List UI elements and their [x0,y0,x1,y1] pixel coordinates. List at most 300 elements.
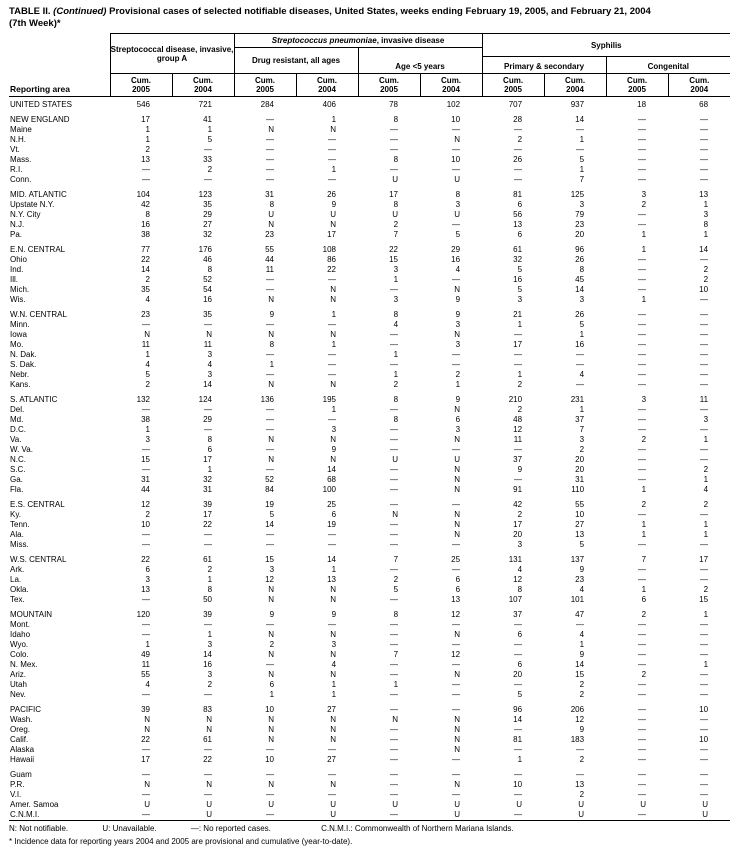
value-cell: 25 [327,500,337,509]
value-cell: — [638,705,647,714]
reporting-area-cell: Ala. [10,530,24,539]
value-cell: N [144,780,150,789]
value-cell: 5 [145,370,150,379]
reporting-area-cell: S. ATLANTIC [10,395,58,404]
value-cell: — [142,595,150,604]
table-row [9,405,730,415]
value-cell: 49 [141,650,150,659]
value-cell: 9 [331,610,337,619]
value-cell: 137 [570,555,585,564]
value-cell: 7 [579,425,585,434]
value-cell: 55 [265,245,275,254]
value-cell: — [700,565,709,574]
value-cell: — [700,745,709,754]
value-cell: 5 [579,320,585,329]
value-cell: 1 [331,115,337,124]
value-cell: — [390,145,399,154]
value-cell: 2 [207,165,213,174]
value-cell: N [268,650,275,659]
value-cell: — [266,745,275,754]
reporting-area-cell: Amer. Samoa [10,800,59,809]
value-cell: 3 [517,295,523,304]
value-cell: 1 [517,370,523,379]
value-cell: N [268,780,275,789]
pneumoniae-species-italic: Streptococcus pneumoniae [271,36,377,45]
value-cell: 23 [141,310,150,319]
value-cell: 20 [575,230,585,239]
value-cell: 110 [571,485,585,494]
value-cell: U [330,210,337,219]
table-row [9,495,730,510]
value-cell: — [638,790,647,799]
value-cell: 32 [203,475,213,484]
value-cell: 6 [207,445,213,454]
value-cell: U [702,800,709,809]
value-cell: — [204,620,213,629]
value-cell: 17 [513,340,523,349]
value-cell: 84 [265,485,275,494]
value-cell: 6 [455,585,461,594]
value-cell: 96 [513,705,523,714]
value-cell: — [700,575,709,584]
value-cell: 1 [703,660,709,669]
value-cell: 3 [207,350,213,359]
value-cell: 7 [579,175,585,184]
value-cell: — [638,310,647,319]
value-cell: N [330,125,337,134]
value-cell: — [700,405,709,414]
value-cell: 27 [327,755,337,764]
value-cell: 13 [141,155,150,164]
value-cell: 11 [265,265,275,274]
value-cell: — [514,745,523,754]
reporting-area-cell: Wash. [10,715,33,724]
value-cell: — [266,425,275,434]
value-cell: N [454,530,461,539]
value-cell: N [330,285,337,294]
reporting-area-cell: Pa. [10,230,23,239]
value-cell: U [268,210,275,219]
value-cell: 29 [203,415,213,424]
table-row [9,360,730,370]
value-cell: 9 [331,200,337,209]
value-cell: — [452,770,461,779]
value-cell: 14 [327,555,337,564]
value-cell: 3 [703,210,709,219]
value-cell: N [330,435,337,444]
value-cell: 14 [203,650,213,659]
value-cell: N [144,715,150,724]
value-cell: — [638,810,647,819]
value-cell: 78 [389,100,399,109]
value-cell: — [390,165,399,174]
value-cell: — [514,650,523,659]
table-row [9,735,730,745]
value-cell: U [578,800,585,809]
value-cell: 54 [203,285,213,294]
value-cell: 8 [517,585,523,594]
value-cell: — [142,810,150,819]
value-cell: — [328,745,337,754]
value-cell: 4 [455,265,461,274]
table-row [9,220,730,230]
table-row [9,200,730,210]
value-cell: — [204,425,213,434]
value-cell: 31 [203,485,213,494]
reporting-area-cell: Nebr. [10,370,30,379]
value-cell: — [328,790,337,799]
value-cell: — [700,295,709,304]
value-cell: 3 [641,190,647,199]
table-row [9,575,730,585]
reporting-area-cell: Fla. [10,485,24,494]
value-cell: N [268,595,275,604]
value-cell: 1 [145,125,150,134]
value-cell: — [142,165,150,174]
value-cell: N [454,745,461,754]
value-cell: — [700,650,709,659]
value-cell: — [142,320,150,329]
value-cell: 5 [517,690,523,699]
value-cell: 6 [517,630,523,639]
value-cell: 2 [641,435,647,444]
value-cell: — [700,135,709,144]
value-cell: — [700,310,709,319]
value-cell: — [700,770,709,779]
table-row [9,455,730,465]
value-cell: 8 [393,415,399,424]
value-cell: 13 [141,585,150,594]
value-cell: 86 [327,255,337,264]
value-cell: 1 [393,275,399,284]
value-cell: 10 [699,735,709,744]
value-cell: 39 [203,500,213,509]
value-cell: 183 [570,735,585,744]
value-cell: — [576,145,585,154]
value-cell: N [330,650,337,659]
table-row [9,275,730,285]
value-cell: — [514,165,523,174]
table-row [9,295,730,305]
value-cell: 14 [699,245,709,254]
reporting-area-cell: Idaho [10,630,31,639]
value-cell: — [638,465,647,474]
value-cell: 16 [203,660,213,669]
footnote-legend [9,824,730,834]
value-cell: 79 [575,210,585,219]
reporting-area-cell: Utah [10,680,27,689]
table-row [9,175,730,185]
value-cell: 4 [145,360,150,369]
table-row [9,285,730,295]
value-cell: 8 [393,115,399,124]
value-cell: — [700,360,709,369]
value-cell: — [700,330,709,339]
value-cell: 21 [513,310,523,319]
value-cell: 47 [575,610,585,619]
value-cell: — [638,445,647,454]
value-cell: 8 [145,210,150,219]
value-cell: N [454,670,461,679]
value-cell: 41 [203,115,213,124]
value-cell: 1 [579,135,585,144]
value-cell: — [576,620,585,629]
value-cell: 91 [513,485,523,494]
reporting-area-cell: Del. [10,405,25,414]
value-cell: 2 [269,640,275,649]
value-cell: — [638,125,647,134]
value-cell: 1 [207,575,213,584]
value-cell: — [638,650,647,659]
value-cell: 3 [269,565,275,574]
table-row [9,230,730,240]
value-cell: — [266,790,275,799]
value-cell: — [638,640,647,649]
value-cell: — [142,770,150,779]
table-row [9,640,730,650]
value-cell: — [266,770,275,779]
value-cell: 22 [141,735,150,744]
value-cell: U [392,210,399,219]
reporting-area-cell: N.C. [10,455,26,464]
col-header-strep-a-cum-2005: Cum. 2005 [110,74,172,97]
value-cell: — [452,145,461,154]
value-cell: — [328,135,337,144]
value-cell: N [268,725,275,734]
value-cell: 9 [269,610,275,619]
value-cell: 10 [265,755,275,764]
table-header [9,34,730,97]
value-cell: — [514,175,523,184]
value-cell: — [142,540,150,549]
reporting-area-cell: Mo. [10,340,24,349]
value-cell: 9 [579,565,585,574]
value-cell: — [266,135,275,144]
value-cell: — [390,745,399,754]
value-cell: — [204,145,213,154]
value-cell: — [576,380,585,389]
table-title-number: TABLE II. [9,6,51,17]
value-cell: 1 [703,610,709,619]
value-cell: U [206,810,213,819]
value-cell: 2 [393,380,399,389]
value-cell: 68 [699,100,709,109]
value-cell: 5 [269,510,275,519]
value-cell: 6 [517,230,523,239]
value-cell: 2 [641,610,647,619]
value-cell: 35 [203,310,213,319]
value-cell: — [638,415,647,424]
value-cell: — [266,660,275,669]
value-cell: 14 [513,715,523,724]
value-cell: N [268,125,275,134]
value-cell: 37 [575,415,585,424]
value-cell: — [390,125,399,134]
value-cell: — [452,350,461,359]
value-cell: 1 [331,680,337,689]
value-cell: 2 [145,380,150,389]
value-cell: — [390,690,399,699]
value-cell: 1 [145,135,150,144]
value-cell: 9 [579,650,585,659]
value-cell: N [454,485,461,494]
value-cell: — [390,770,399,779]
value-cell: — [638,350,647,359]
value-cell: 4 [579,370,585,379]
table-row [9,125,730,135]
value-cell: 16 [513,275,523,284]
value-cell: 8 [393,610,399,619]
value-cell: 14 [141,265,150,274]
value-cell: — [514,640,523,649]
value-cell: 4 [579,630,585,639]
value-cell: 8 [207,585,213,594]
value-cell: 13 [327,575,337,584]
value-cell: 1 [145,425,150,434]
footnote-no-reported-cases: —: No reported cases. [190,824,271,833]
value-cell: — [328,370,337,379]
value-cell: 83 [203,705,213,714]
value-cell: 8 [269,200,275,209]
value-cell: — [638,145,647,154]
value-cell: 1 [455,380,461,389]
table-row [9,680,730,690]
value-cell: — [390,330,399,339]
value-cell: — [700,145,709,154]
notifiable-diseases-table [9,33,730,821]
value-cell: — [452,790,461,799]
reporting-area-cell: Guam [10,770,32,779]
reporting-area-header: Reporting area [9,34,110,97]
col-subgroup-age-under5: Age <5 years [358,48,482,74]
value-cell: 17 [141,755,150,764]
table-row [9,145,730,155]
value-cell: — [266,415,275,424]
value-cell: 1 [641,245,647,254]
value-cell: 31 [141,475,150,484]
value-cell: 8 [393,200,399,209]
value-cell: 1 [641,230,647,239]
value-cell: 10 [451,155,461,164]
footnote-unavailable: U: Unavailable. [102,824,157,833]
value-cell: 2 [579,445,585,454]
value-cell: — [142,445,150,454]
value-cell: — [700,380,709,389]
value-cell: 61 [203,555,213,564]
reporting-area-cell: Alaska [10,745,35,754]
reporting-area-cell: Wyo. [10,640,29,649]
value-cell: 1 [641,585,647,594]
value-cell: 55 [141,670,150,679]
value-cell: 27 [575,520,585,529]
col-header-primary-secondary-cum-2004: Cum. 2004 [544,74,606,97]
value-cell: — [514,725,523,734]
value-cell: — [638,285,647,294]
value-cell: N [206,330,213,339]
value-cell: 17 [203,455,213,464]
value-cell: 20 [513,530,523,539]
value-cell: N [454,630,461,639]
col-header-age-under5-cum-2005: Cum. 2005 [358,74,420,97]
value-cell: N [454,330,461,339]
table-row [9,810,730,821]
value-cell: N [330,630,337,639]
value-cell: — [142,745,150,754]
table-row [9,305,730,320]
value-cell: — [142,465,150,474]
reporting-area-cell: Wis. [10,295,26,304]
value-cell: — [514,810,523,819]
table-row [9,565,730,575]
reporting-area-cell: Colo. [10,650,29,659]
value-cell: — [390,435,399,444]
value-cell: 107 [508,595,523,604]
value-cell: 7 [393,555,399,564]
table-row [9,550,730,565]
reporting-area-cell: Conn. [10,175,32,184]
value-cell: — [142,690,150,699]
value-cell: 17 [513,520,523,529]
reporting-area-cell: Tex. [10,595,25,604]
value-cell: 3 [455,320,461,329]
value-cell: — [452,500,461,509]
value-cell: 3 [331,425,337,434]
value-cell: 13 [575,530,585,539]
value-cell: 3 [455,340,461,349]
value-cell: — [452,680,461,689]
value-cell: — [638,715,647,724]
value-cell: — [638,755,647,764]
value-cell: 16 [141,220,150,229]
value-cell: 52 [265,475,275,484]
value-cell: 1 [579,330,585,339]
value-cell: 6 [269,680,275,689]
value-cell: 6 [331,510,337,519]
value-cell: 3 [641,395,647,404]
value-cell: — [390,530,399,539]
value-cell: 5 [455,230,461,239]
value-cell: 3 [207,640,213,649]
value-cell: 7 [393,650,399,659]
value-cell: — [638,690,647,699]
value-cell: — [700,540,709,549]
table-row [9,800,730,810]
value-cell: 96 [575,245,585,254]
value-cell: 6 [517,200,523,209]
value-cell: N [454,510,461,519]
footnote-not-notifiable: N: Not notifiable. [9,824,69,833]
value-cell: 210 [508,395,523,404]
reporting-area-cell: MID. ATLANTIC [10,190,67,199]
value-cell: 22 [141,255,150,264]
value-cell: N [268,435,275,444]
value-cell: 1 [145,350,150,359]
reporting-area-cell: Okla. [10,585,29,594]
value-cell: — [266,320,275,329]
value-cell: — [638,565,647,574]
value-cell: 32 [513,255,523,264]
reporting-area-cell: N. Mex. [10,660,38,669]
reporting-area-cell: Ga. [10,475,23,484]
value-cell: 1 [393,350,399,359]
value-cell: U [144,800,150,809]
value-cell: U [516,800,523,809]
value-cell: — [514,145,523,154]
value-cell: U [640,800,647,809]
value-cell: 2 [579,790,585,799]
value-cell: 5 [517,265,523,274]
value-cell: 37 [513,610,523,619]
